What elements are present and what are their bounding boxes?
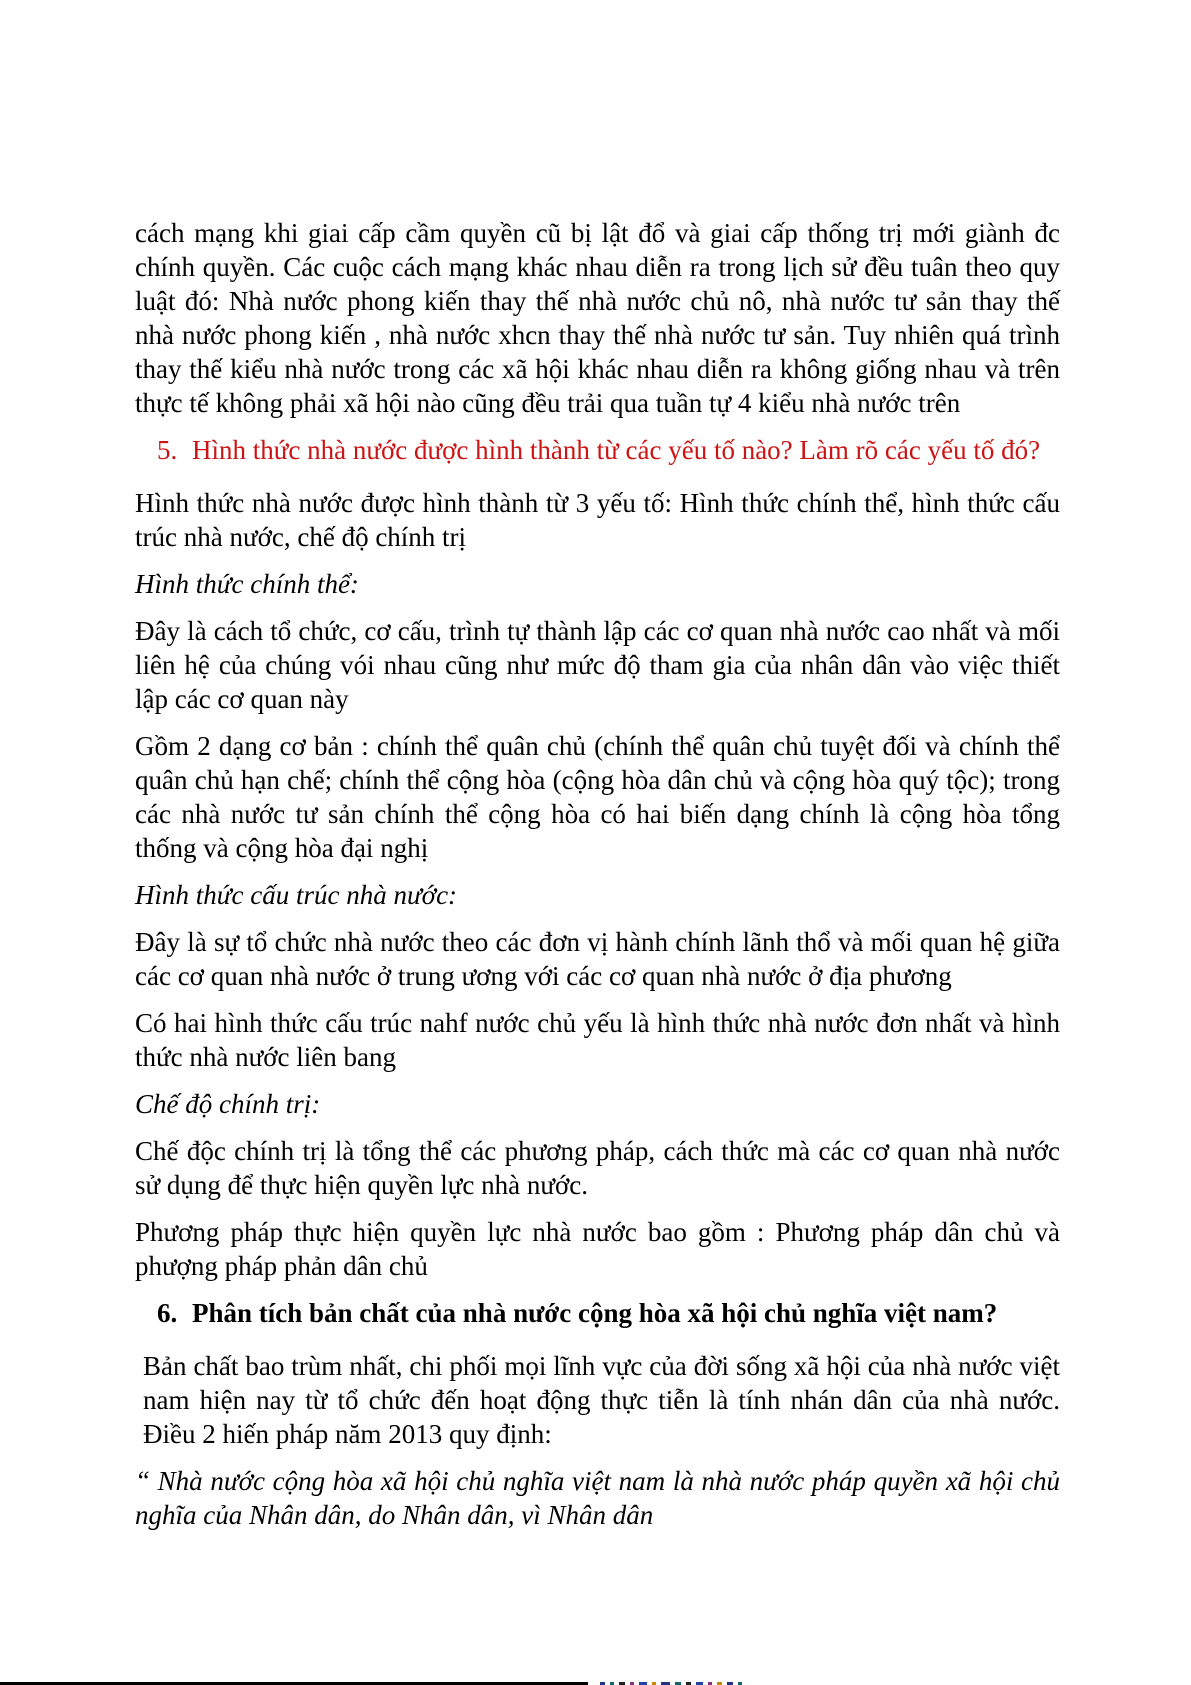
heading-chinh-the: Hình thức chính thể: [135, 569, 359, 599]
paragraph-che-do-methods: Phương pháp thực hiện quyền lực nhà nước bao gồm : Phương pháp dân chủ và phượng pháp phản dân chủ [135, 1217, 1060, 1281]
paragraph-constitution-quote: “ Nhà nước cộng hòa xã hội chủ nghĩa việt nam là nhà nước pháp quyền xã hội chủ nghĩa của Nhân dân, do Nhân dân, vì Nhân dân [135, 1466, 1060, 1530]
question-5 [157, 433, 1060, 467]
paragraph-ban-chat: Bản chất bao trùm nhất, chi phối mọi lĩnh vực của đời sống xã hội của nhà nước việt nam hiện nay từ tổ chức đến hoạt động thực tiễn là tính nhán dân của nhà nước. Điều 2 hiến pháp năm 2013 quy định: [143, 1351, 1060, 1449]
question-5-text: Hình thức nhà nước được hình thành từ các yếu tố nào? Làm rõ các yếu tố đó? [192, 435, 1041, 465]
paragraph-intro: cách mạng khi giai cấp cầm quyền cũ bị lật đổ và giai cấp thống trị mới giành đc chính quyền. Các cuộc cách mạng khác nhau diễn ra trong lịch sử đều tuân theo quy luật đó: Nhà nước phong kiến thay thế nhà nước chủ nô, nhà nước tư sản thay thế nhà nước phong kiến , nhà nước xhcn thay thế nhà nước tư sản. Tuy nhiên quá trình thay thế kiểu nhà nước trong các xã hội khác nhau diễn ra không giống nhau và trên thực tế không phải xã hội nào cũng đều trải qua tuần tự 4 kiểu nhà nước trên [135, 218, 1060, 418]
paragraph-three-elements: Hình thức nhà nước được hình thành từ 3 yếu tố: Hình thức chính thể, hình thức cấu trúc nhà nước, chế độ chính trị [135, 488, 1060, 552]
question-6-number: 6. [157, 1298, 178, 1328]
heading-che-do: Chế độ chính trị: [135, 1089, 321, 1119]
paragraph-chinh-the-definition: Đây là cách tổ chức, cơ cấu, trình tự thành lập các cơ quan nhà nước cao nhất và mối liên hệ của chúng vói nhau cũng như mức độ tham gia của nhân dân vào việc thiết lập các cơ quan này [135, 616, 1060, 714]
paragraph-che-do-definition: Chế độc chính trị là tổng thể các phương pháp, cách thức mà các cơ quan nhà nước sử dụng để thực hiện quyền lực nhà nước. [135, 1136, 1060, 1200]
heading-cau-truc: Hình thức cấu trúc nhà nước: [135, 880, 458, 910]
paragraph-chinh-the-types: Gồm 2 dạng cơ bản : chính thể quân chủ (chính thể quân chủ tuyệt đối và chính thể quân chủ hạn chế; chính thể cộng hòa (cộng hòa dân chủ và cộng hòa quý tộc); trong các nhà nước tư sản chính thể cộng hòa có hai biến dạng chính là cộng hòa tổng thống và cộng hòa đại nghị [135, 731, 1060, 863]
paragraph-cau-truc-definition: Đây là sự tổ chức nhà nước theo các đơn vị hành chính lãnh thổ và mối quan hệ giữa các cơ quan nhà nước ở trung ương với các cơ quan nhà nước ở địa phương [135, 927, 1060, 991]
paragraph-cau-truc-types: Có hai hình thức cấu trúc nahf nước chủ yếu là hình thức nhà nước đơn nhất và hình thức nhà nước liên bang [135, 1008, 1060, 1072]
document-content [135, 216, 1060, 1545]
question-6-text: Phân tích bản chất của nhà nước cộng hòa xã hội chủ nghĩa việt nam? [192, 1298, 998, 1328]
question-6 [157, 1296, 1060, 1330]
question-5-number: 5. [157, 435, 178, 465]
